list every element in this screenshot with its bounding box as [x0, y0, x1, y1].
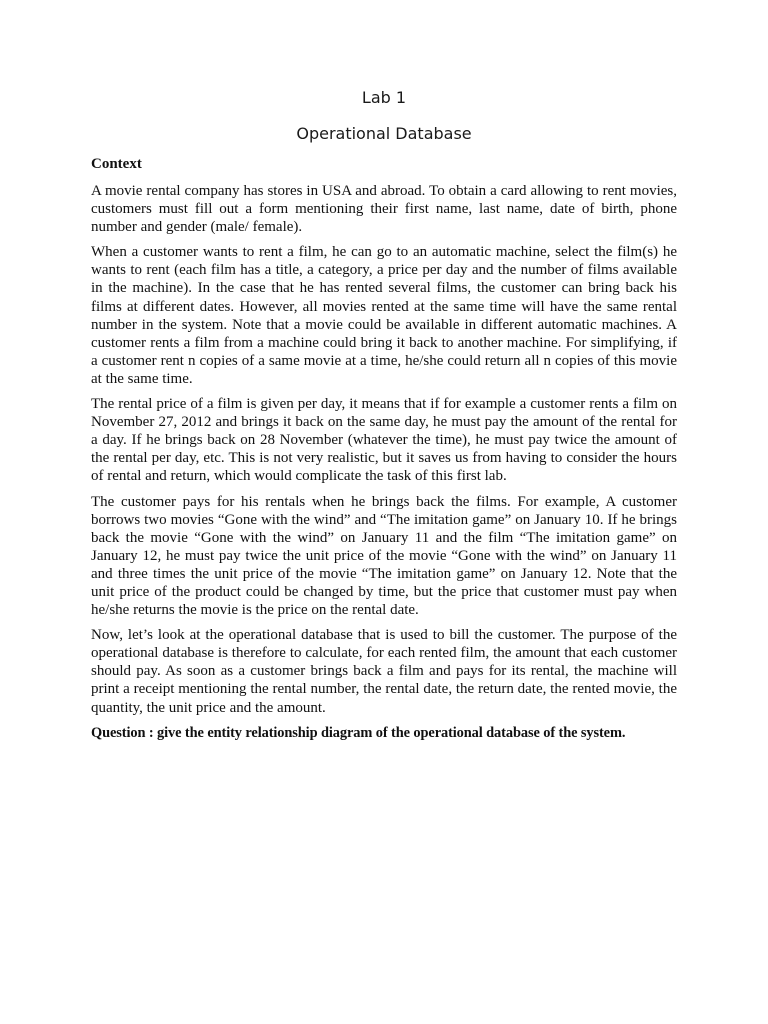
paragraph-operational-database: Now, let’s look at the operational database that is used to bill the customer. The purpose of the operational database is therefore to calculate, for each rented film, the amount that each customer should pay. As soon as a customer brings back a film and pays for its rental, the machine will print a receipt mentioning the rental number, the rental date, the return date, the rented movie, the quantity, the unit price and the amount. — [91, 627, 677, 716]
question-text: Question : give the entity relationship diagram of the operational database of the system. — [91, 724, 626, 741]
lab-title: Lab 1 — [361, 88, 407, 107]
context-heading: Context — [91, 156, 142, 172]
paragraph-rental-price: The rental price of a film is given per day, it means that if for example a customer rents a film on November 27, 2012 and brings it back on the same day, he must pay the amount of the rental for a day. If he brings back on 28 November (whatever the time), he must pay twice the amount of the rental per day, etc. This is not very realistic, but it saves us from having to consider the hours of rental and return, which would complicate the task of this first lab. — [91, 396, 677, 485]
document-title: Operational Database — [296, 124, 472, 143]
paragraph-card-registration: A movie rental company has stores in USA and abroad. To obtain a card allowing to rent movies, customers must fill out a form mentioning their first name, last name, date of birth, phone number and gender (male/ female). — [91, 183, 677, 236]
paragraph-payment-example: The customer pays for his rentals when he brings back the films. For example, A customer borrows two movies “Gone with the wind” and “The imitation game” on January 10. If he brings back the movie “Gone with the wind” on January 11 and the film “The imitation game” on January 12, he must pay twice the unit price of the movie “Gone with the wind” on January 11 and three times the unit price of the movie “The imitation game” on January 12. Note that the unit price of the product could be changed by time, but the price that customer must pay when he/she returns the movie is the price on the rental date. — [91, 493, 677, 619]
document-body — [91, 182, 677, 749]
paragraph-renting-process: When a customer wants to rent a film, he can go to an automatic machine, select the film(s) he wants to rent (each film has a title, a category, a price per day and the number of films available in the machine). In the case that he has rented several films, the customer can bring back his films at different dates. However, all movies rented at the same time will have the same rental number in the system. Note that a movie could be available in different automatic machines. A customer rents a film from a machine could bring it back to another machine. For simplifying, if a customer rent n copies of a same movie at a time, he/she could return all n copies of this movie at the same time. — [91, 244, 677, 387]
